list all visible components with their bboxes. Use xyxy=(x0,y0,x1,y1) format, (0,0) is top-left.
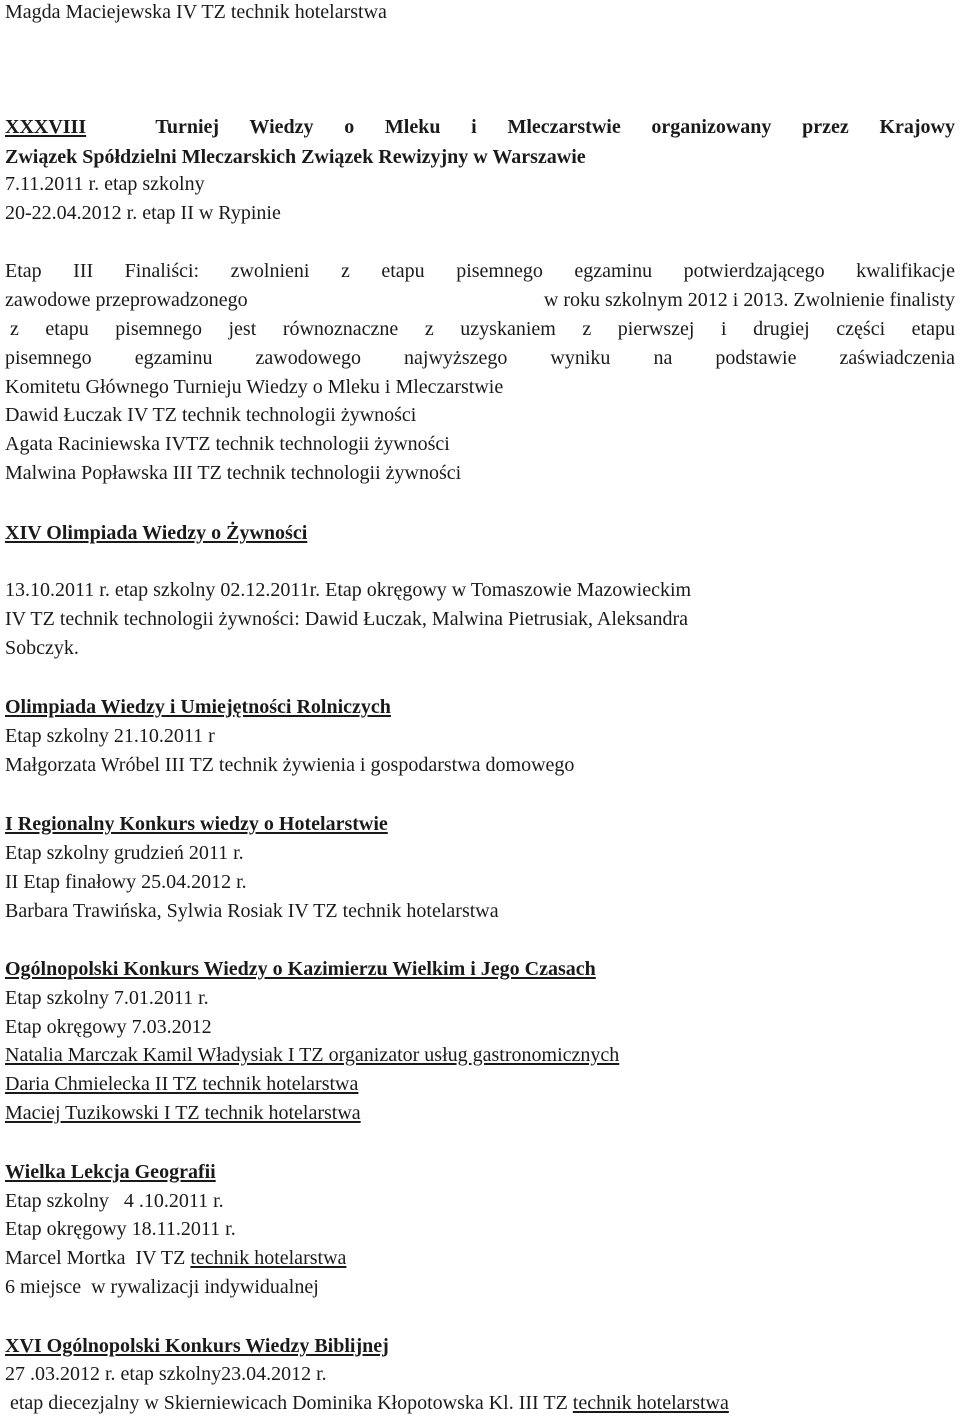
biblia-line2a: etap diecezjalny w Skierniewicach Dominika Kłopotowska Kl. III TZ xyxy=(10,1392,568,1414)
kazimierz-line4: Daria Chmielecka II TZ technik hotelarstwa xyxy=(5,1073,359,1095)
biblia-line2 xyxy=(10,1391,729,1415)
kazimierz-line3a: Natalia Marczak Kamil Władysiak I TZ xyxy=(5,1044,324,1066)
mleko-paragraph-line5: Komitetu Głównego Turnieju Wiedzy o Mleku i Mleczarstwie xyxy=(5,376,504,398)
geografia-line4: 6 miejsce w rywalizacji indywidualnej xyxy=(5,1276,319,1298)
section-title-mleko-number: XXXVIII xyxy=(5,116,87,138)
mleko-finalist-3: Malwina Popławska III TZ technik technologii żywności xyxy=(5,462,462,484)
section-title-hotelarstwo: I Regionalny Konkurs wiedzy o Hotelarstwie xyxy=(5,813,388,835)
biblia-line2b: technik hotelarstwa xyxy=(572,1392,729,1414)
section-title-biblia: XVI Ogólnopolski Konkurs Wiedzy Biblijnej xyxy=(5,1335,389,1357)
kazimierz-line5: Maciej Tuzikowski I TZ technik hotelarstwa xyxy=(5,1102,361,1124)
section-title-mleko-line2: Związek Spółdzielni Mleczarskich Związek Rewizyjny w Warszawie xyxy=(5,146,586,168)
rolnicze-line1: Etap szkolny 21.10.2011 r xyxy=(5,725,215,747)
hotelarstwo-line1: Etap szkolny grudzień 2011 r. xyxy=(5,842,244,864)
section-title-rolnicze: Olimpiada Wiedzy i Umiejętności Rolniczych xyxy=(5,696,391,718)
kazimierz-line3 xyxy=(5,1043,619,1067)
section-title-mleko-text: Turniej Wiedzy o Mleku i Mleczarstwie organizowany przez Krajowy xyxy=(155,116,956,138)
geografia-line3a: Marcel Mortka IV TZ xyxy=(5,1247,186,1269)
section-title-geografia: Wielka Lekcja Geografii xyxy=(5,1161,216,1183)
geografia-line1: Etap szkolny 4 .10.2011 r. xyxy=(5,1190,224,1212)
mleko-paragraph-line3: z etapu pisemnego jest równoznaczne z uzyskaniem z pierwszej i drugiej części etapu xyxy=(10,318,955,340)
mleko-paragraph-line1: Etap III Finaliści: zwolnieni z etapu pisemnego egzaminu potwierdzającego kwalifikacje xyxy=(5,260,955,282)
rolnicze-line2: Małgorzata Wróbel III TZ technik żywienia i gospodarstwa domowego xyxy=(5,754,575,776)
section-title-mleko xyxy=(5,115,955,139)
mleko-finalist-1: Dawid Łuczak IV TZ technik technologii żywności xyxy=(5,404,417,426)
geografia-line3 xyxy=(5,1246,346,1270)
mleko-finalist-2: Agata Raciniewska IVTZ technik technologii żywności xyxy=(5,433,450,455)
mleko-paragraph-line2 xyxy=(5,288,955,312)
section-title-zywnosc: XIV Olimpiada Wiedzy o Żywności xyxy=(5,522,308,544)
mleko-date-school: 7.11.2011 r. etap szkolny xyxy=(5,173,205,195)
zywnosc-line3: Sobczyk. xyxy=(5,637,79,659)
hotelarstwo-line3: Barbara Trawińska, Sylwia Rosiak IV TZ technik hotelarstwa xyxy=(5,900,499,922)
zywnosc-line2: IV TZ technik technologii żywności: Dawid Łuczak, Malwina Pietrusiak, Aleksandra xyxy=(5,608,688,630)
kazimierz-line3b: organizator usług gastronomicznych xyxy=(328,1044,620,1066)
geografia-line2: Etap okręgowy 18.11.2011 r. xyxy=(5,1218,236,1240)
hotelarstwo-line2: II Etap finałowy 25.04.2012 r. xyxy=(5,871,247,893)
kazimierz-line1: Etap szkolny 7.01.2011 r. xyxy=(5,987,209,1009)
mleko-paragraph-line2a: zawodowe przeprowadzonego xyxy=(5,289,248,311)
document-header-author: Magda Maciejewska IV TZ technik hotelarstwa xyxy=(5,1,387,23)
geografia-line3b: technik hotelarstwa xyxy=(190,1247,347,1269)
biblia-line1: 27 .03.2012 r. etap szkolny23.04.2012 r. xyxy=(5,1363,327,1385)
mleko-paragraph-line4: pisemnego egzaminu zawodowego najwyższego wyniku na podstawie zaświadczenia xyxy=(5,347,955,369)
kazimierz-line2: Etap okręgowy 7.03.2012 xyxy=(5,1016,212,1038)
mleko-paragraph-line2b: w roku szkolnym 2012 i 2013. Zwolnienie finalisty xyxy=(543,289,955,311)
mleko-date-stage2: 20-22.04.2012 r. etap II w Rypinie xyxy=(5,202,281,224)
section-title-kazimierz: Ogólnopolski Konkurs Wiedzy o Kazimierzu Wielkim i Jego Czasach xyxy=(5,958,596,980)
zywnosc-line1: 13.10.2011 r. etap szkolny 02.12.2011r. Etap okręgowy w Tomaszowie Mazowieckim xyxy=(5,579,692,601)
